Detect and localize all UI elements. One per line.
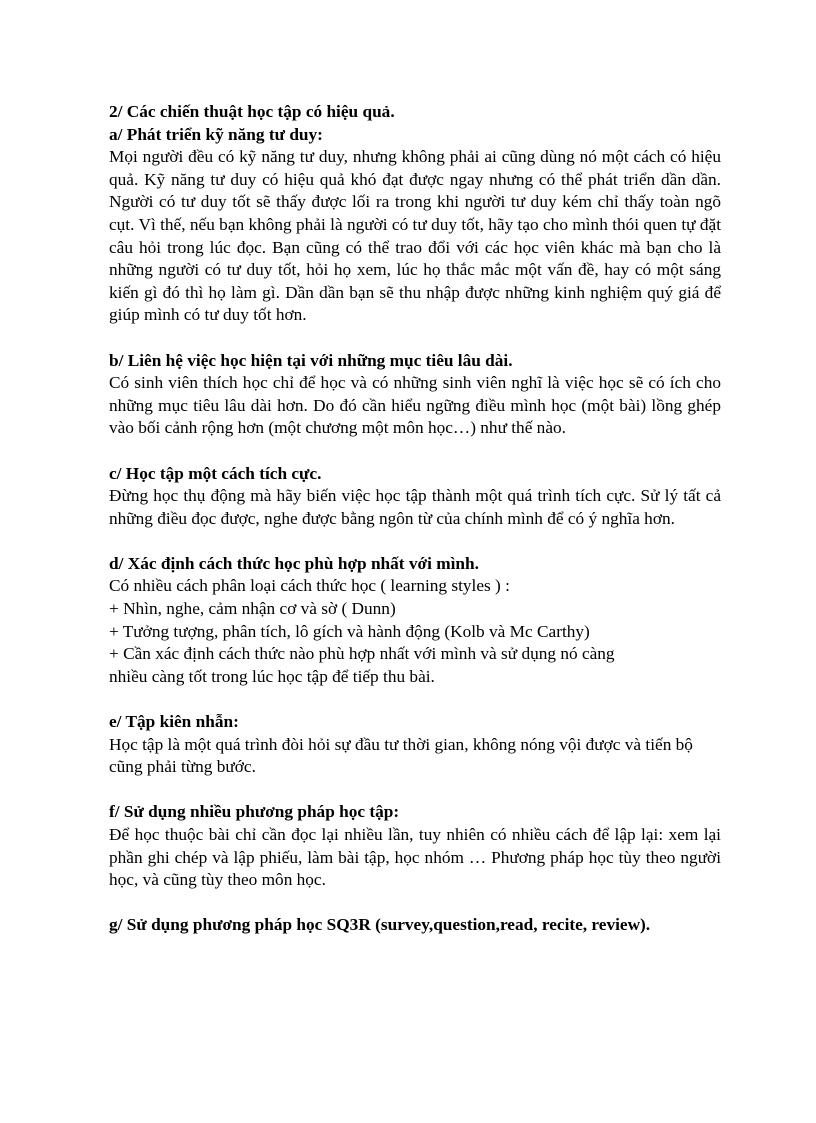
section-c-body: Đừng học thụ động mà hãy biến việc học tập thành một quá trình tích cực. Sử lý tất cả những điều đọc được, nghe được bằng ngôn từ của chính mình để có ý nghĩa hơn.	[109, 486, 721, 528]
document-page	[109, 101, 721, 960]
section-c-heading: c/ Học tập một cách tích cực.	[109, 463, 322, 483]
section-d-line: Có nhiều cách phân loại cách thức học ( learning styles ) :	[109, 576, 510, 596]
section-d	[109, 553, 721, 689]
section-d-line: + Nhìn, nghe, cảm nhận cơ và sờ ( Dunn)	[109, 599, 396, 619]
page-title: 2/ Các chiến thuật học tập có hiệu quả.	[109, 102, 395, 121]
section-g	[109, 914, 721, 937]
section-d-line: + Cần xác định cách thức nào phù hợp nhất với mình và sử dụng nó càng	[109, 644, 615, 664]
section-b-body: Có sinh viên thích học chỉ để học và có những sinh viên nghĩ là việc học sẽ có ích cho những mục tiêu lâu dài hơn. Do đó cần hiểu ngững điều mình học (một bài) lồng ghép vào bối cảnh rộng hơn (một chương một môn học…) như thế nào.	[109, 373, 721, 438]
section-g-heading: g/ Sử dụng phương pháp học SQ3R (survey,question,read, recite, review).	[109, 915, 651, 935]
section-e-heading: e/ Tập kiên nhẫn:	[109, 712, 239, 732]
section-a-body: Mọi người đều có kỹ năng tư duy, nhưng không phải ai cũng dùng nó một cách có hiệu quả. Kỹ năng tư duy có hiệu quả khó đạt được ngay nhưng có thể phát triển dần dần. Người có tư duy tốt sẽ thấy được lối ra trong khi người tư duy kém chỉ thấy toàn ngõ cụt. Vì thế, nếu bạn không phải là người có tư duy tốt, hãy tạo cho mình thói quen tự đặt câu hỏi trong lúc đọc. Bạn cũng có thể trao đổi với các học viên khác mà bạn cho là những người có tư duy tốt, hỏi họ xem, lúc họ thắc mắc một vấn đề, hay có một sáng kiến gì đó thì họ làm gì. Dần dần bạn sẽ thu nhập được những kinh nghiệm quý giá để giúp mình có tư duy tốt hơn.	[109, 147, 721, 325]
section-d-line: + Tưởng tượng, phân tích, lô gích và hành động (Kolb và Mc Carthy)	[109, 621, 590, 641]
section-a	[109, 124, 721, 327]
section-f-body: Để học thuộc bài chỉ cần đọc lại nhiều lần, tuy nhiên có nhiều cách để lập lại: xem lại phần ghi chép và lập phiếu, làm bài tập, học nhóm … Phương pháp học tùy theo người học, và cũng tùy theo môn học.	[109, 825, 721, 890]
section-f-heading: f/ Sử dụng nhiều phương pháp học tập:	[109, 802, 400, 822]
section-b-heading: b/ Liên hệ việc học hiện tại với những mục tiêu lâu dài.	[109, 350, 513, 370]
section-c	[109, 463, 721, 531]
section-f	[109, 801, 721, 891]
section-e	[109, 711, 721, 779]
section-e-body: Học tập là một quá trình đòi hỏi sự đầu tư thời gian, không nóng vội được và tiến bộ cũng phải từng bước.	[109, 734, 693, 777]
section-b	[109, 350, 721, 440]
section-d-heading: d/ Xác định cách thức học phù hợp nhất với mình.	[109, 553, 479, 573]
section-d-line: nhiều càng tốt trong lúc học tập để tiếp thu bài.	[109, 666, 435, 686]
section-a-heading: a/ Phát triển kỹ năng tư duy:	[109, 124, 323, 144]
